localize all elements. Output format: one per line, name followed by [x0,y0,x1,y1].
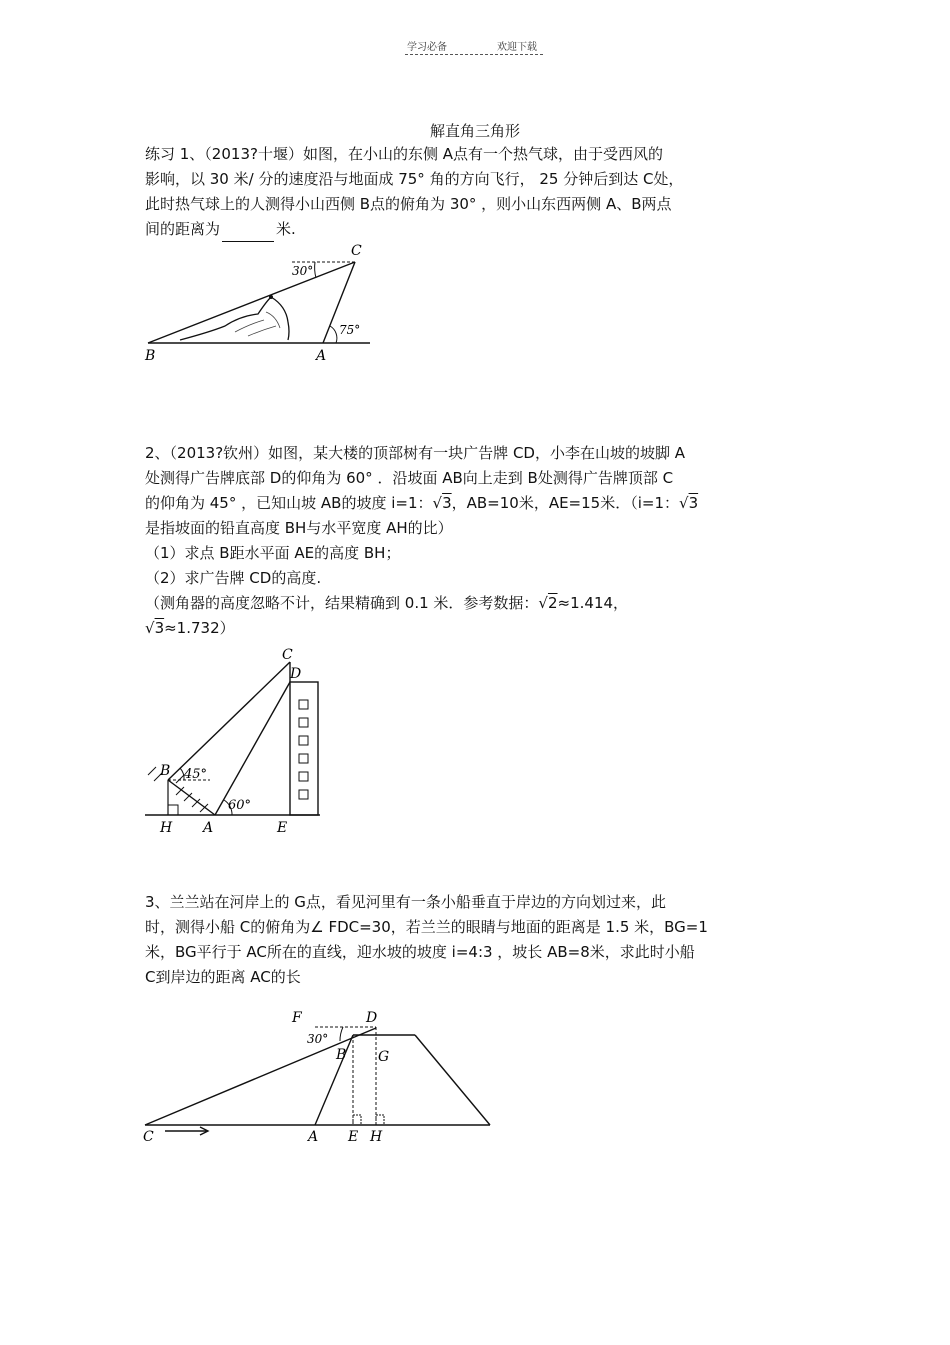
fig2-label-c: C [282,647,293,663]
header-left: 学习必备 [407,42,447,53]
note-c: ≈1.732） [164,619,235,637]
problem-2-question-1: （1）求点 B距水平面 AE的高度 BH； [145,544,401,562]
sqrt-2: 2 [547,594,558,612]
sqrt-3: 3 [154,619,165,637]
fig3-label-e: E [348,1129,359,1145]
fig3-label-h: H [370,1129,383,1145]
fig3-label-f: F [292,1010,302,1026]
figure-3 [140,1005,500,1150]
fig2-label-a: A [203,820,214,836]
fig3-label-c: C [143,1129,154,1145]
fig3-label-a: A [308,1129,319,1145]
fig2-angle-a: 60° [228,798,252,813]
sqrt-3: 3 [688,494,699,512]
problem-1-line: 此时热气球上的人测得小山西侧 B点的俯角为 30° ，则小山东西两侧 A、B两点 [145,195,672,213]
problem-1-suffix: 米. [276,220,296,238]
problem-3-line: 3、兰兰站在河岸上的 G点，看见河里有一条小船垂直于岸边的方向划过来，此 [145,893,666,911]
problem-3 [145,890,825,990]
fig2-label-b: B [160,763,171,779]
problem-2-line: 2、（2013?钦州）如图，某大楼的顶部树有一块广告牌 CD，小李在山坡的坡脚 A [145,444,686,462]
fig1-label-c: C [351,243,362,259]
fig3-label-g: G [378,1049,390,1065]
problem-1 [145,142,825,242]
note-a: （测角器的高度忽略不计，结果精确到 0.1 米．参考数据： [145,594,539,612]
header-right: 欢迎下载 [497,42,537,53]
fig3-label-b: B [336,1047,347,1063]
problem-2-question-2: （2）求广告牌 CD的高度. [145,569,322,587]
problem-2-line: 是指坡面的铅直高度 BH与水平宽度 AH的比） [145,519,453,537]
fig2-angle-b: 45° [184,767,208,782]
sqrt-3: 3 [442,494,452,512]
problem-3-line: C到岸边的距离 AC的长 [145,968,301,986]
fig3-label-d: D [366,1010,378,1026]
problem-2 [145,441,825,641]
figure-1 [140,240,380,370]
fig1-angle-a: 75° [339,323,361,337]
problem-2-line: 处测得广告牌底部 D的仰角为 60° ．沿坡面 AB向上走到 B处测得广告牌顶部 C [145,469,674,487]
fig2-label-e: E [277,820,288,836]
problem-2-note: √3≈1.732） [145,619,235,637]
fig2-label-d: D [290,666,302,682]
fig2-label-h: H [160,820,173,836]
fig1-angle-top: 30° [292,264,314,278]
problem-1-line: 练习 1、（2013?十堰）如图，在小山的东侧 A点有一个热气球，由于受西风的 [145,145,663,163]
note-b: ≈1.414， [557,594,629,612]
problem-2-line: 的仰角为 45° ，已知山坡 AB的坡度 i=1：√3，AB=10米，AE=15米．（i=1：√3 [145,494,699,512]
problem-1-line [145,217,825,242]
fig1-label-b: B [145,348,156,364]
problem-3-line: 时，测得小船 C的俯角为∠ FDC=30，若兰兰的眼睛与地面的距离是 1.5 米，BG=1 [145,918,708,936]
problem-2-line3-b: ，AB=10米，AE=15米．（i=1： [451,494,679,512]
problem-2-line3-a: 的仰角为 45° ，已知山坡 AB的坡度 i=1： [145,494,433,512]
problem-1-line: 影响，以 30 米/ 分的速度沿与地面成 75° 角的方向飞行， 25 分钟后到达 C处， [145,170,684,188]
problem-1-prefix: 间的距离为 [145,220,221,238]
figure-2 [140,645,340,845]
problem-3-line: 米，BG平行于 AC所在的直线，迎水坡的坡度 i=4:3 ，坡长 AB=8米，求此时小船 [145,943,695,961]
fig1-label-a: A [316,348,327,364]
header-divider [405,54,543,55]
problem-2-note: （测角器的高度忽略不计，结果精确到 0.1 米．参考数据：√2≈1.414， [145,594,629,612]
page-title: 解直角三角形 [429,122,520,140]
fig3-angle: 30° [307,1032,329,1046]
